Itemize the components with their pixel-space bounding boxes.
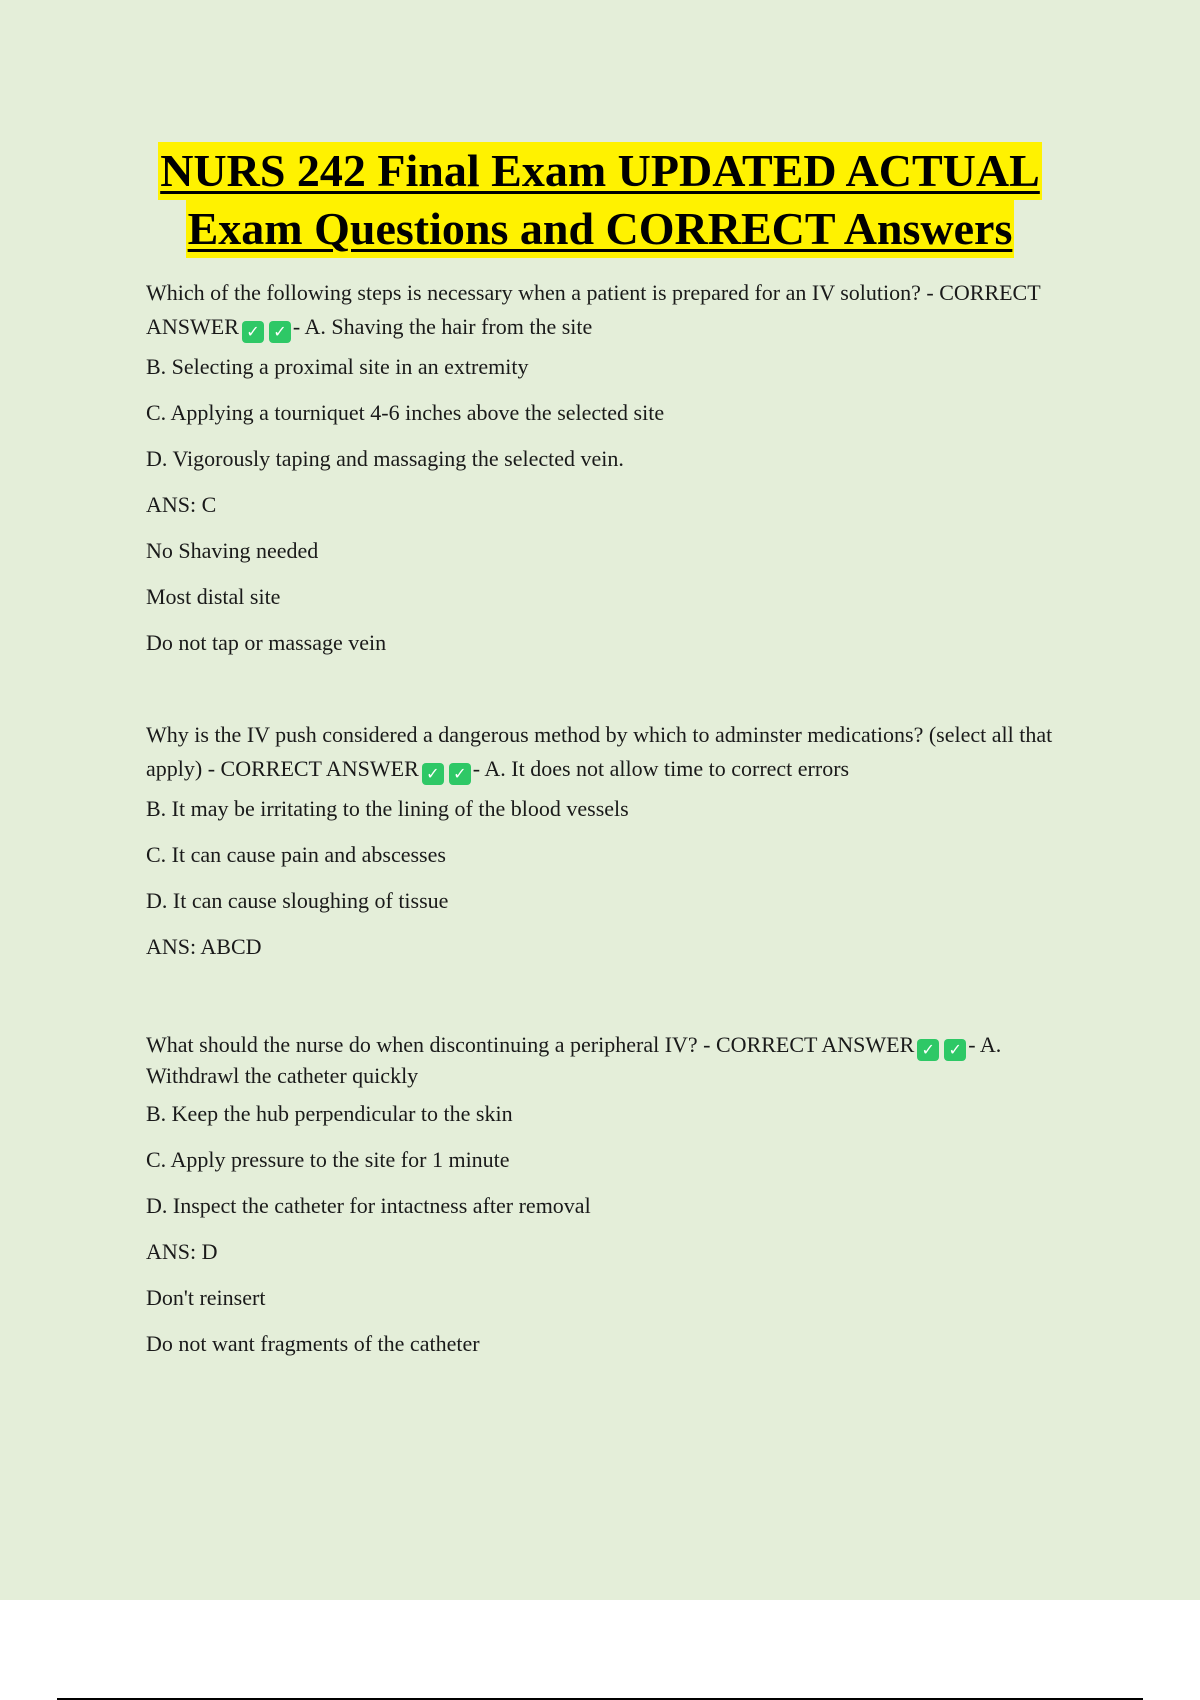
option-b: B. It may be irritating to the lining of the blood vessels	[146, 796, 629, 821]
question-block	[146, 718, 1076, 960]
option-a: - A. Shaving the hair from the site	[292, 314, 593, 339]
question-text: Why is the IV push considered a dangerous method by which to adminster medications? (select all that apply) - CORRECT ANSWER	[146, 722, 1053, 781]
question-spacer	[146, 676, 1076, 718]
option-d: D. It can cause sloughing of tissue	[146, 888, 449, 913]
rationale-note: Do not tap or massage vein	[146, 630, 387, 655]
title-line-1: NURS 242 Final Exam UPDATED ACTUAL	[158, 142, 1042, 200]
option-d: D. Vigorously taping and massaging the selected vein.	[146, 446, 624, 471]
option-c: C. Apply pressure to the site for 1 minute	[146, 1147, 510, 1172]
rationale-note: Most distal site	[146, 584, 281, 609]
option-c: C. Applying a tourniquet 4-6 inches above the selected site	[146, 400, 665, 425]
answer-key: ANS: D	[146, 1239, 218, 1264]
check-mark-icon: ✓	[422, 763, 444, 785]
rationale-note: Don't reinsert	[146, 1285, 266, 1310]
check-mark-icon: ✓	[917, 1039, 939, 1061]
rationale-note: Do not want fragments of the catheter	[146, 1331, 480, 1356]
check-mark-icon: ✓	[449, 763, 471, 785]
check-mark-icon: ✓	[944, 1039, 966, 1061]
question-text: What should the nurse do when discontinuing a peripheral IV? - CORRECT ANSWER	[146, 1032, 915, 1057]
check-mark-icon: ✓	[242, 321, 264, 343]
answer-key: ANS: C	[146, 492, 217, 517]
answer-key: ANS: ABCD	[146, 934, 262, 959]
option-b: B. Selecting a proximal site in an extremity	[146, 354, 529, 379]
rationale-note: No Shaving needed	[146, 538, 319, 563]
option-a: - A. Withdrawl the catheter quickly	[146, 1032, 1002, 1088]
document-title	[0, 142, 1200, 258]
title-line-2: Exam Questions and CORRECT Answers	[186, 200, 1015, 258]
question-spacer	[146, 980, 1076, 1030]
questions-list	[146, 276, 1076, 1377]
check-mark-icon: ✓	[269, 321, 291, 343]
question-stem	[146, 718, 1076, 786]
option-c: C. It can cause pain and abscesses	[146, 842, 446, 867]
question-stem	[146, 276, 1076, 344]
question-stem	[146, 1030, 1076, 1091]
option-b: B. Keep the hub perpendicular to the skin	[146, 1101, 513, 1126]
question-block	[146, 1030, 1076, 1357]
question-block	[146, 276, 1076, 656]
option-d: D. Inspect the catheter for intactness after removal	[146, 1193, 591, 1218]
question-text: Which of the following steps is necessary when a patient is prepared for an IV solution? - CORRECT ANSWER	[146, 280, 1041, 339]
option-a: - A. It does not allow time to correct errors	[472, 756, 850, 781]
